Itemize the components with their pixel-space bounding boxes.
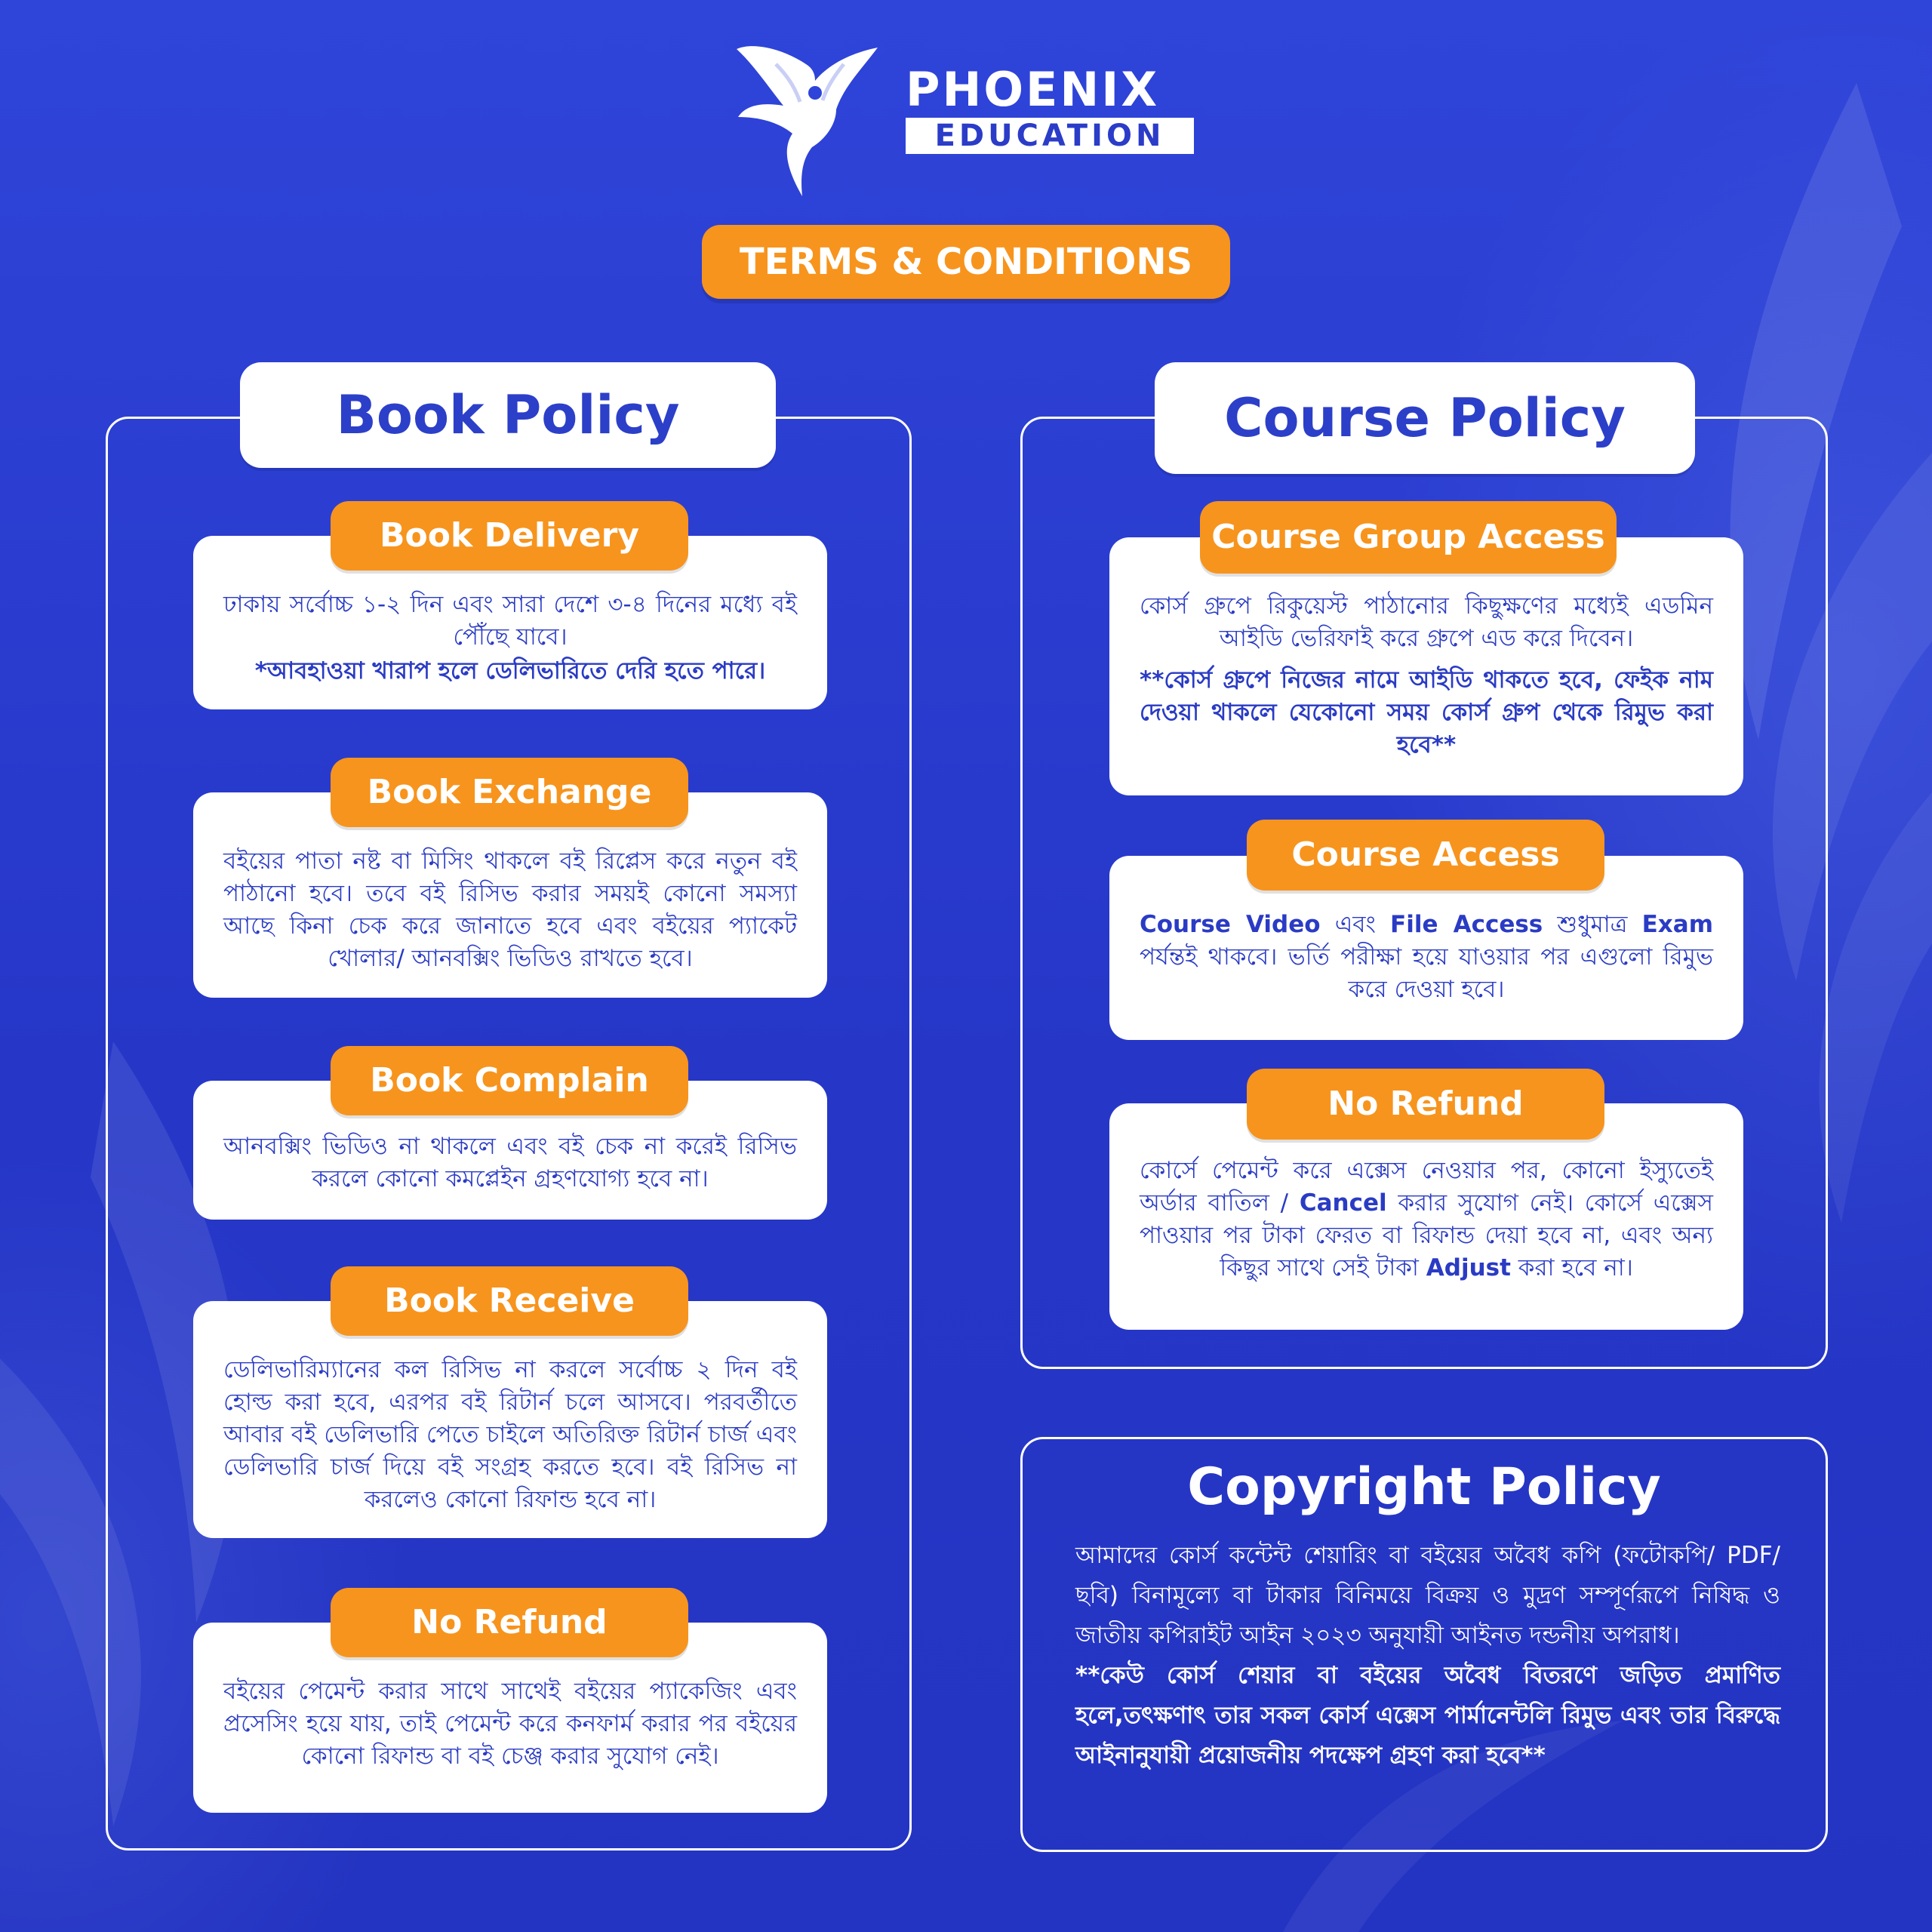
course-access-text [1140, 909, 1713, 1006]
brand-subtitle: EDUCATION [906, 118, 1194, 154]
book-delivery-heading: Book Delivery [331, 501, 688, 571]
course-access-text-part: এবং [1320, 911, 1391, 938]
course-no-refund-text-part: করা হবে না। [1510, 1254, 1633, 1281]
book-policy-title: Book Policy [240, 362, 776, 468]
cancel-term: Cancel [1299, 1189, 1387, 1217]
course-group-access-heading: Course Group Access [1200, 501, 1617, 574]
book-complain-heading: Book Complain [331, 1046, 688, 1115]
copyright-policy-note: **কেউ কোর্স শেয়ার বা বইয়ের অবৈধ বিতরণে জড়িত প্রমাণিত হলে,তৎক্ষণাৎ তার সকল কোর্স এক্সেস পার্মানেন্টলি রিমুভ এবং তার বিরুদ্ধে আইনানুযায়ী প্রয়োজনীয় পদক্ষেপ গ্রহণ করা হবে** [1075, 1662, 1780, 1769]
copyright-policy-panel [1020, 1437, 1828, 1852]
exam-term: Exam [1641, 911, 1714, 938]
course-access-text-part: পর্যন্তই থাকবে। ভর্তি পরীক্ষা হয়ে যাওয়ার পর এগুলো রিমুভ করে দেওয়া হবে। [1140, 943, 1713, 1003]
course-group-access-text: কোর্স গ্রুপে রিকুয়েস্ট পাঠানোর কিছুক্ষণের মধ্যেই এডমিন আইডি ভেরিফাই করে গ্রুপে এড করে দিবেন। [1140, 592, 1713, 652]
book-no-refund-heading: No Refund [331, 1588, 688, 1657]
course-policy-title: Course Policy [1155, 362, 1695, 474]
book-exchange-text: বইয়ের পাতা নষ্ট বা মিসিং থাকলে বই রিপ্লেস করে নতুন বই পাঠানো হবে। তবে বই রিসিভ করার সময়ই কোনো সমস্যা আছে কিনা চেক করে জানাতে হবে এবং বইয়ের প্যাকেট খোলার/ আনবক্সিং ভিডিও রাখতে হবে। [223, 848, 797, 972]
book-receive-card [193, 1301, 827, 1538]
book-no-refund-text: বইয়ের পেমেন্ট করার সাথে সাথেই বইয়ের প্যাকেজিং এবং প্রসেসিং হয়ে যায়, তাই পেমেন্ট করে কনফার্ম করার পর বইয়ের কোনো রিফান্ড বা বই চেঞ্জ করার সুযোগ নেই। [223, 1678, 797, 1770]
book-receive-text: ডেলিভারিম্যানের কল রিসিভ না করলে সর্বোচ্চ ২ দিন বই হোল্ড করা হবে, এরপর বই রিটার্ন চলে আসবে। পরবর্তীতে আবার বই ডেলিভারি পেতে চাইলে অতিরিক্ত রিটার্ন চার্জ এবং ডেলিভারি চার্জ দিয়ে বই সংগ্রহ করতে হবে। বই রিসিভ না করলেও কোনো রিফান্ড হবে না। [223, 1356, 797, 1513]
book-delivery-text: ঢাকায় সর্বোচ্চ ১-২ দিন এবং সারা দেশে ৩-৪ দিনের মধ্যে বই পৌঁছে যাবে। [223, 591, 797, 651]
phoenix-logo-icon [731, 34, 881, 200]
course-no-refund-text [1140, 1155, 1713, 1284]
file-access-term: File Access [1390, 911, 1543, 938]
brand-name: PHOENIX [906, 62, 1160, 117]
adjust-term: Adjust [1426, 1254, 1511, 1281]
page-title: TERMS & CONDITIONS [702, 225, 1230, 299]
course-video-term: Course Video [1140, 911, 1321, 938]
copyright-policy-text: আমাদের কোর্স কন্টেন্ট শেয়ারিং বা বইয়ের অবৈধ কপি (ফটোকপি/ PDF/ ছবি) বিনামূল্যে বা টাকার বিনিময়ে বিক্রয় ও মুদ্রণ সম্পূর্ণরূপে নিষিদ্ধ ও জাতীয় কপিরাইট আইন ২০২৩ অনুযায়ী আইনত দন্ডনীয় অপরাধ। [1075, 1542, 1780, 1649]
book-exchange-heading: Book Exchange [331, 758, 688, 827]
book-delivery-note: *আবহাওয়া খারাপ হলে ডেলিভারিতে দেরি হতে পারে। [254, 657, 766, 685]
course-group-access-card [1109, 537, 1743, 795]
course-access-heading: Course Access [1247, 820, 1604, 891]
book-receive-heading: Book Receive [331, 1266, 688, 1336]
course-group-access-note: **কোর্স গ্রুপে নিজের নামে আইডি থাকতে হবে, ফেইক নাম দেওয়া থাকলে যেকোনো সময় কোর্স গ্রুপ থেকে রিমুভ করা হবে** [1140, 666, 1713, 758]
course-no-refund-text-part: কোর্সে পেমেন্ট করে এক্সেস নেওয়ার পর, কোনো ইস্যুতেই অর্ডার বাতিল / [1140, 1157, 1713, 1217]
course-access-text-part: শুধুমাত্র [1543, 911, 1642, 938]
course-no-refund-text-part: করার সুযোগ নেই। কোর্সে এক্সেস পাওয়ার পর টাকা ফেরত বা রিফান্ড দেয়া হবে না, এবং অন্য কিছুর সাথে সেই টাকা [1140, 1189, 1713, 1281]
book-complain-text: আনবক্সিং ভিডিও না থাকলে এবং বই চেক না করেই রিসিভ করলে কোনো কমপ্লেইন গ্রহণযোগ্য হবে না। [223, 1133, 797, 1192]
copyright-policy-title: Copyright Policy [1187, 1457, 1661, 1517]
course-no-refund-heading: No Refund [1247, 1069, 1604, 1140]
